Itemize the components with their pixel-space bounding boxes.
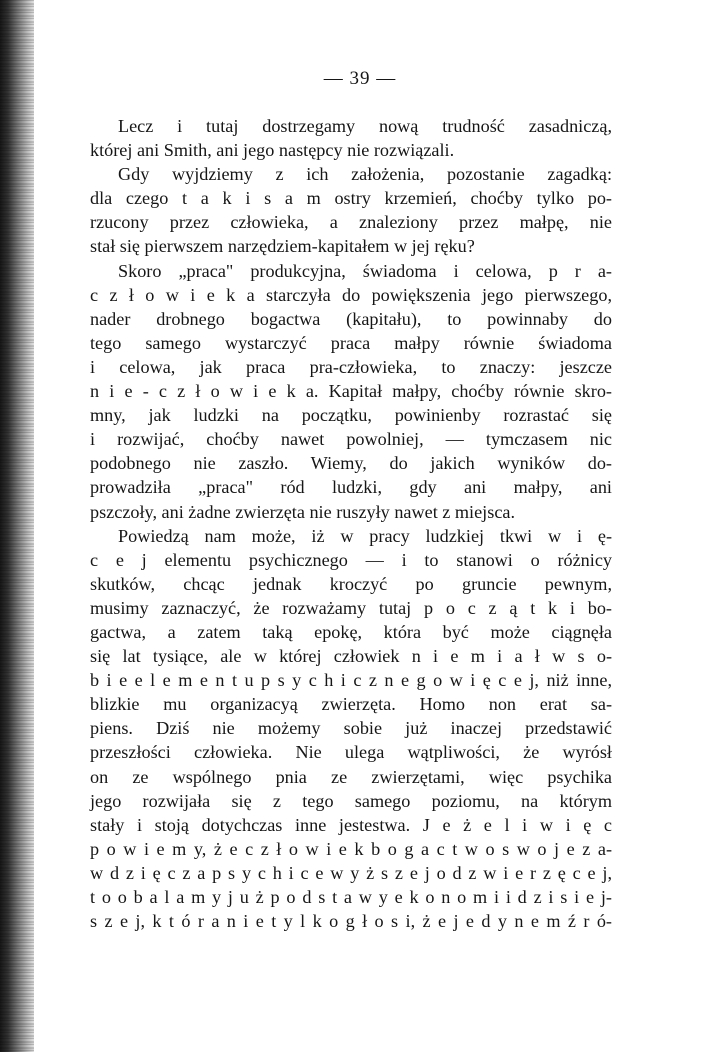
text-line: on ze wspólnego pnia ze zwierzętami, więc psychika [90, 766, 612, 787]
text-line: przeszłości człowieka. Nie ulega wątpliwości, że wyrósł [90, 742, 612, 763]
text-line: w d z i ę c z a p s y c h i c e w y ż s z e j o d z w i e r z ę c e j, [90, 862, 612, 883]
text-line: tego samego wystarczyć praca małpy równie świadoma [90, 332, 612, 353]
text-line: skutków, chcąc jednak kroczyć po gruncie pewnym, [90, 573, 612, 594]
text-line: t o o b a l a m y j u ż p o d s t a w y e k o n o m i i d z i s i e j- [90, 887, 612, 907]
text-line: gactwa, a zatem taką epokę, która być może ciągnęła [90, 621, 612, 642]
book-binding-edge [0, 0, 34, 1052]
text-line: jego rozwijała się z tego samego poziomu, na którym [90, 790, 612, 811]
text-line: p o w i e m y, ż e c z ł o w i e k b o g a c t w o s w o j e z a- [90, 838, 612, 859]
text-line: Gdy wyjdziemy z ich założenia, pozostanie zagadką: [118, 164, 612, 185]
text-line: stały i stoją dotychczas inne jestestwa. J e ż e l i w i ę c [90, 814, 612, 835]
text-line: się lat tysiące, ale w której człowiek n i e m i a ł w s o- [90, 646, 612, 667]
text-line: Powiedzą nam może, iż w pracy ludzkiej tkwi w i ę- [118, 525, 612, 546]
text-line: b i e e l e m e n t u p s y c h i c z n e g o w i ę c e j, niż inne, [90, 670, 612, 691]
text-line: pszczoły, ani żadne zwierzęta nie ruszyły nawet z miejsca. [90, 501, 516, 522]
text-line: blizkie mu organizacyą zwierzęta. Homo non erat sa- [90, 694, 612, 715]
text-line: rzucony przez człowieka, a znaleziony przez małpę, nie [90, 212, 612, 233]
text-line: musimy zaznaczyć, że rozważamy tutaj p o c z ą t k i bo- [90, 597, 612, 618]
text-line: nader drobnego bogactwa (kapitału), to powinnaby do [90, 308, 612, 329]
text-line: Lecz i tutaj dostrzegamy nową trudność zasadniczą, [118, 116, 612, 136]
text-line: c e j elementu psychicznego — i to stanowi o różnicy [90, 549, 612, 570]
text-line: której ani Smith, ani jego następcy nie rozwiązali. [90, 140, 455, 161]
text-line: i celowa, jak praca pra-człowieka, to znaczy: jeszcze [90, 356, 612, 377]
text-line: prowadziła „praca" ród ludzki, gdy ani małpy, ani [90, 477, 612, 498]
body-text [90, 114, 612, 933]
text-line: piens. Dziś nie możemy sobie już inaczej przedstawić [90, 718, 612, 739]
text-line: c z ł o w i e k a starczyła do powiększenia jego pierwszego, [90, 284, 612, 305]
text-line: s z e j, k t ó r a n i e t y l k o g ł o s i, ż e j e d y n e m ź r ó- [90, 911, 612, 932]
text-line: dla czego t a k i s a m ostry krzemień, choćby tylko po- [90, 188, 612, 209]
text-line: n i e - c z ł o w i e k a. Kapitał małpy, choćby równie skro- [90, 381, 612, 402]
text-line: i rozwijać, choćby nawet powolniej, — tymczasem nic [90, 429, 612, 450]
text-line: mny, jak ludzki na początku, powinienby rozrastać się [90, 405, 612, 426]
page-number: — 39 — [323, 68, 397, 89]
text-line: podobnego nie zaszło. Wiemy, do jakich wyników do- [90, 453, 612, 474]
text-line: Skoro „praca" produkcyjna, świadoma i celowa, p r a- [118, 260, 612, 281]
text-line: stał się pierwszem narzędziem-kapitałem w jej ręku? [90, 236, 475, 257]
